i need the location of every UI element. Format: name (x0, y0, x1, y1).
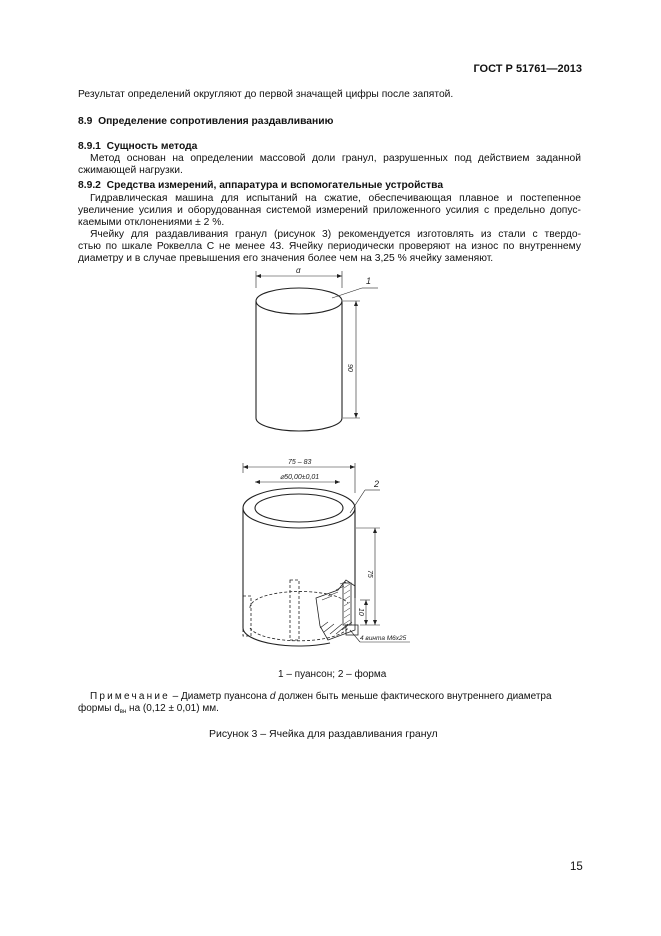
dim-d-label: d (296, 268, 301, 275)
form-drawing (243, 459, 410, 646)
method-text-line: Метод основан на определении массовой доли гранул, разрушенных под действием заданной (90, 153, 581, 164)
note-line-1: Примечание – Диаметр пуансона d должен быть меньше фактического внутреннего диаметра (90, 691, 552, 702)
screw-label: 4 винта М6х25 (360, 635, 407, 642)
dim-10-label: 10 (357, 608, 364, 616)
note-line-2: формы $d_{вн}$ на (0,12 ± 0,01) мм. (78, 703, 219, 715)
callout-1: 1 (366, 276, 372, 286)
note-label: Примечание (90, 691, 170, 702)
method-text-line: сжимающей нагрузки. (78, 165, 183, 176)
dim-75-label: 75 (366, 570, 373, 578)
punch-drawing (256, 268, 378, 431)
dim-outer-label: 75 – 83 (288, 459, 312, 466)
paragraph-line: Гидравлическая машина для испытаний на сжатие, обеспечивающая плавное и постепенное (90, 193, 581, 204)
section-title: Определение сопротивления раздавливанию (98, 116, 334, 127)
paragraph-line: Ячейку для раздавливания гранул (рисунок 3) рекомендуется изготовлять из стали с твердо- (90, 229, 581, 240)
cell-drawing-figure (210, 268, 460, 658)
paragraph-line: стью по шкале Роквелла С не менее 43. Ячейку периодически проверяют на износ по внутреннему (78, 241, 581, 252)
page-number: 15 (570, 861, 583, 873)
section-8-9-2-heading (78, 180, 443, 192)
section-number: 8.9.1 (78, 141, 101, 152)
paragraph-line: каемыми отклонениями ± 2 %. (78, 217, 225, 228)
section-number: 8.9 (78, 116, 93, 127)
callout-2: 2 (374, 479, 380, 489)
dim-inner-label: ⌀50,00±0,01 (280, 474, 320, 481)
note-symbol-d: d (269, 691, 276, 702)
section-title: Средства измерений, аппаратура и вспомогательные устройства (106, 180, 444, 191)
section-8-9-1-heading (78, 141, 197, 153)
section-title: Сущность метода (106, 141, 198, 152)
figure-caption: Рисунок 3 – Ячейка для раздавливания гранул (209, 728, 438, 740)
paragraph-line: увеличение усилия и оборудованная системой измерений приложенного усилия с предельно допус- (78, 205, 581, 216)
section-8-9-heading (78, 116, 333, 128)
paragraph-line: диаметру и в случае превышения его значения более чем на 3,25 % ячейку заменяют. (78, 253, 494, 264)
section-number: 8.9.2 (78, 180, 101, 191)
dim-90-label: 90 (346, 364, 353, 372)
result-rounding-text: Результат определений округляют до первой значащей цифры после запятой. (78, 89, 454, 100)
figure-legend: 1 – пуансон; 2 – форма (278, 669, 387, 680)
document-header: ГОСТ Р 51761—2013 (473, 63, 582, 75)
